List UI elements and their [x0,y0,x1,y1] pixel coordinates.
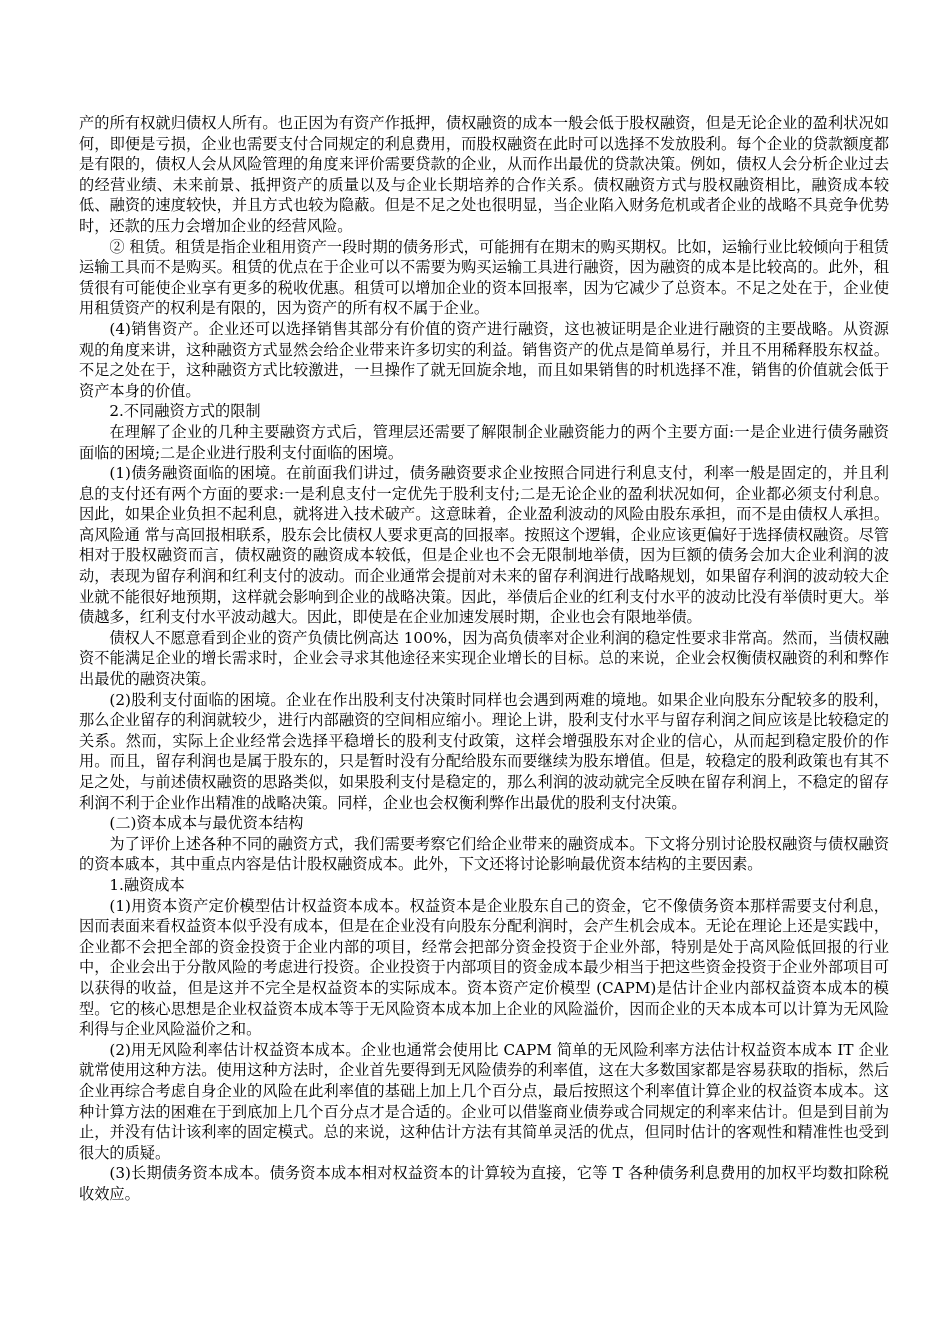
section-heading-financing-cost: 1.融资成本 [109,875,185,894]
paragraph-debt-financing-continued: 产的所有权就归债权人所有。也正因为有资产作抵押，债权融资的成本一般会低于股权融资，但是无论企业的盈利状况如何，即便是亏损，企业也需要支付合同规定的利息费用，而股权融资在此时可以选择不发放股利。每个企业的贷款额度都是有限的，债权人会从风险管理的角度来评价需要贷款的企业，从而作出最优的贷款决策。例如，债权人会分析企业过去的经营业绩、未来前景、抵押资产的质量以及与企业长期培养的合作关系。债权融资方式与股权融资相比，融资成本较低、融资的速度较快，并且方式也较为隐蔽。但是不足之处也很明显，当企业陷入财务危机或者企业的战略不具竞争优势时，还款的压力会增加企业的经营风险。 [79,114,889,235]
paragraph-leasing: ② 租赁。租赁是指企业租用资产一段时期的债务形式，可能拥有在期末的购买期权。比如，运输行业比较倾向于租赁运输工具而不是购买。租赁的优点在于企业可以不需要为购买运输工具进行融资，因为融资的成本是比较高的。此外，租赁很有可能使企业享有更多的税收优惠。租赁可以增加企业的资本回报率，因为它减少了总资本。不足之处在于，企业使用租赁资产的权利是有限的，因为资产的所有权不属于企业。 [79,237,889,318]
section-heading-financing-limits: 2.不同融资方式的限制 [109,402,261,421]
document-page [79,113,889,1204]
paragraph-asset-sale: (4)销售资产。企业还可以选择销售其部分有价值的资产进行融资，这也被证明是企业进行融资的主要战略。从资源观的角度来讲，这种融资方式显然会给企业带来许多切实的利益。销售资产的优点是简单易行，并且不用稀释股东权益。不足之处在于，这种融资方式比较激进，一旦操作了就无回旋余地，而且如果销售的时机选择不准，销售的价值就会低于资产本身的价值。 [79,319,889,400]
paragraph-limits-intro: 在理解了企业的几种主要融资方式后，管理层还需要了解限制企业融资能力的两个主要方面:一是企业进行债务融资面临的困境;二是企业进行股利支付面临的困境。 [79,422,889,462]
paragraph-capital-cost-intro: 为了评价上述各种不同的融资方式，我们需要考察它们给企业带来的融资成本。下文将分别讨论股权融资与债权融资的资本戚本，其中重点内容是估计股权融资成本。此外，下文还将讨论影响最优资本结构的主要因素。 [79,834,889,874]
paragraph-long-term-debt-cost: (3)长期债务资本成本。债务资本成本相对权益资本的计算较为直接，它等 T 各种债务利息费用的加权平均数扣除税收效应。 [79,1164,889,1203]
paragraph-debt-dilemma: (1)债务融资面临的困境。在前面我们讲过，债务融资要求企业按照合同进行利息支付，利率一般是固定的，并且利息的支付还有两个方面的要求:一是利息支付一定优先于股利支付;二是无论企业的盈利状况如何，企业都必须支付利息。因此，如果企业负担不起利息，就将进入技术破产。这意昧着，企业盈利波动的风险由股东承担，而不是由债权人承担。高风险通 常与高回报相联系，股东会比债权人要求更高的回报率。按照这个逻辑，企业应该更偏好于选择债权融资。尽管相对于股权融资而言，债权融资的融资成本较低，但是企业也不会无限制地举债，因为巨额的债务会加大企业利润的波动，表现为留存利润和红利支付的波动。而企业通常会提前对未来的留存利润进行战略规划，如果留存利润的波动较大企业就不能很好地预期，这样就会影响到企业的战略决策。因此，举债后企业的红利支付水平的波动比没有举债时更大。举债越多，红利支付水平波动越大。因此，即使是在企业加速发展时期，企业也会有限地举债。 [79,464,889,627]
section-heading-capital-cost: (二)资本成本与最优资本结构 [109,814,304,833]
paragraph-dividend-dilemma: (2)股利支付面临的困境。企业在作出股利支付决策时同样也会遇到两难的境地。如果企业向股东分配较多的股利，那么企业留存的利润就较少，进行内部融资的空间相应缩小。理论上讲，股利支付水平与留存利润之间应该是比较稳定的关系。然而，实际上企业经常会选择平稳增长的股利支付政策，这样会增强股东对企业的信心，从而起到稳定股价的作用。而且，留存利润也是属于股东的，只是暂时没有分配给股东而要继续为股东增值。但是，较稳定的股利政策也有其不足之处，与前述债权融资的思路类似，如果股利支付是稳定的，那么利润的波动就完全反映在留存利润上，不稳定的留存利润不利于企业作出精准的战略决策。同样，企业也会权衡利弊作出最优的股利支付决策。 [79,690,889,812]
paragraph-creditor-ratio: 债权人不愿意看到企业的资产负债比例高达 100%，因为高负债率对企业利润的稳定性要求非常高。然而，当债权融资不能满足企业的增长需求时，企业会寻求其他途径来实现企业增长的目标。总的来说，企业会权衡债权融资的利和弊作出最优的融资决策。 [79,628,889,689]
paragraph-risk-free-rate: (2)用无风险利率估计权益资本成本。企业也通常会使用比 CAPM 简单的无风险利率方法估计权益资本成本 IT 企业就常使用这种方法。使用这种方法时，企业首先要得到无风险债券的利率值，这在大多数国家都是容易获取的指标，然后企业再综合考虑自身企业的风险在此利率值的基础上加上几个百分点，最后按照这个利率值计算企业的权益资本成本。这种计算方法的困难在于到底加上几个百分点才是合适的。企业可以借鉴商业债券或合同规定的利率来估计。但是到目前为止，并没有估计该利率的固定模式。总的来说，这种估计方法有其简单灵活的优点，但同时估计的客观性和精准性也受到很大的质疑。 [79,1040,889,1162]
paragraph-capm: (1)用资本资产定价模型估计权益资本成本。权益资本是企业股东自己的资金，它不像债务资本那样需要支付利息，因而表面来看权益资本似乎没有成本，但是在企业没有向股东分配利润时，会产生机会成本。无论在理论上还是实践中，企业都不会把全部的资金投资于企业内部的项目，经常会把部分资金投资于企业外部，特别是处于高风险低回报的行业中，企业会出于分散风险的考虑进行投资。企业投资于内部项目的资金成本最少相当于把这些资金投资于企业外部项目可以获得的收益，但是这并不完全是权益资本的实际成本。资本资产定价模型 (CAPM)是估计企业内部权益资本成本的模型。它的核心思想是企业权益资本成本等于无风险资本成本加上企业的风险溢价，因而企业的天本成本可以计算为无风险利得与企业风险溢价之和。 [79,896,889,1039]
